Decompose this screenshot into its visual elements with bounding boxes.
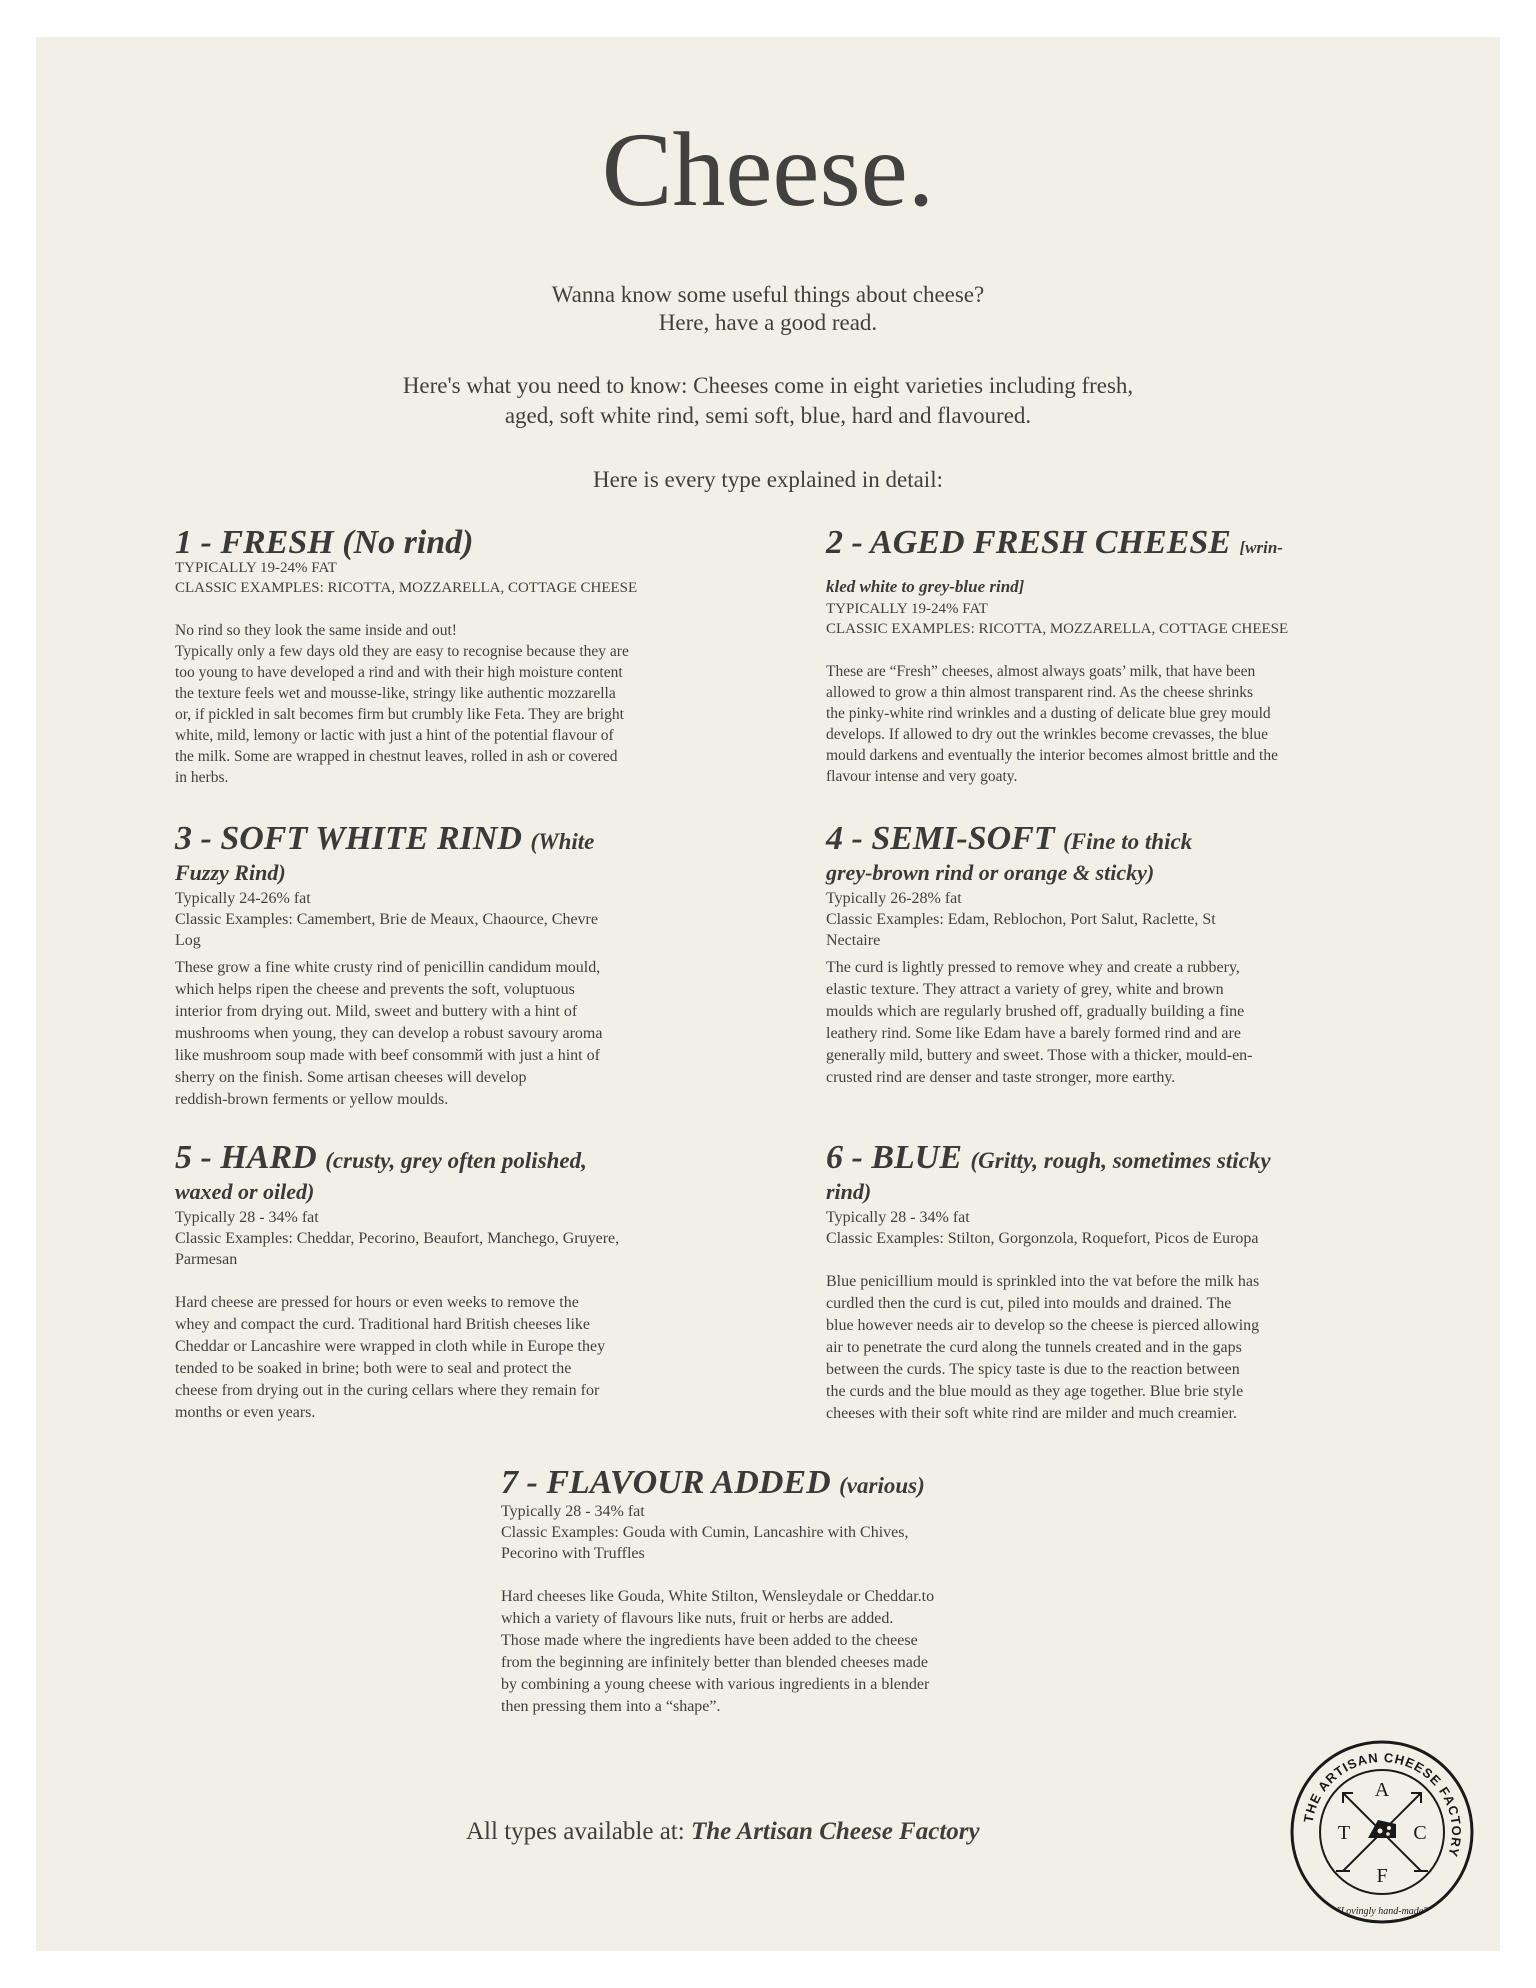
classic-examples: Classic Examples: Gouda with Cumin, Lancashire with Chives, Pecorino with Truffles bbox=[501, 1524, 909, 1562]
classic-examples: Classic Examples: Cheddar, Pecorino, Beaufort, Manchego, Gruyere, Parmesan bbox=[175, 1230, 620, 1268]
classic-examples: Classic Examples: Camembert, Brie de Meaux, Chaource, Chevre Log bbox=[175, 911, 598, 949]
section-body: These grow a fine white crusty rind of penicillin candidum mould, which helps ripen the cheese and prevents the soft, voluptuous interior from drying out. Mild, sweet and buttery with a hint of mushrooms when young, they can develop a robust savoury aroma like mushroom soup made with beef consommй with just a hint of sherry on the finish. Some artisan cheeses will develop reddish-brown ferments or yellow moulds. bbox=[175, 959, 603, 1108]
fat-content: Typically 28 - 34% fat bbox=[501, 1503, 645, 1520]
intro-line: Here is every type explained in detail: bbox=[593, 467, 943, 492]
section-heading: 7 - FLAVOUR ADDED (various) bbox=[501, 1464, 925, 1501]
classic-examples: Classic Examples: Edam, Reblochon, Port Salut, Raclette, St Nectaire bbox=[826, 911, 1216, 949]
fat-content: Typically 26-28% fat bbox=[826, 890, 962, 907]
logo-letter-c: C bbox=[1413, 1822, 1427, 1844]
section-heading: 3 - SOFT WHITE RIND (White bbox=[175, 820, 595, 857]
section-body: Hard cheeses like Gouda, White Stilton, Wensleydale or Cheddar.to which a variety of flavours like nuts, fruit or herbs are added. Those made where the ingredients have been added to the cheese from the beginning are infinitely better than blended cheeses made by combining a young cheese with various ingredients in a blender then pressing them into a “shape”. bbox=[501, 1588, 935, 1715]
logo-tagline: "Lovingly hand-made" bbox=[1336, 1906, 1428, 1917]
section-hard bbox=[175, 1139, 735, 1424]
classic-examples: Classic Examples: Stilton, Gorgonzola, Roquefort, Picos de Europa bbox=[826, 1230, 1259, 1247]
section-heading-cont: rind) bbox=[826, 1179, 872, 1204]
section-heading: 2 - AGED FRESH CHEESE [wrin- bbox=[826, 524, 1283, 561]
section-blue bbox=[826, 1139, 1386, 1425]
section-body: No rind so they look the same inside and out! Typically only a few days old they are easy to recognise because they are too young to have developed a rind and with their high moisture content the texture feels wet and mousse-like, stringy like authentic mozzarella or, if pickled in salt becomes firm but crumbly like Feta. They are bright white, mild, lemony or lactic with just a hint of the potential flavour of the milk. Some are wrapped in chestnut leaves, rolled in ash or covered in herbs. bbox=[175, 622, 629, 786]
footer-availability bbox=[466, 1818, 980, 1846]
intro-line: Wanna know some useful things about cheese? bbox=[551, 282, 985, 307]
footer-brand: The Artisan Cheese Factory bbox=[690, 1818, 980, 1845]
section-body: The curd is lightly pressed to remove whey and create a rubbery, elastic texture. They attract a variety of grey, white and brown moulds which are regularly brushed off, gradually building a fine leathery rind. Some like Edam have a barely formed rind and are generally mild, buttery and sweet. Those with a thicker, mould-en- crusted rind are denser and taste stronger, more earthy. bbox=[826, 959, 1253, 1086]
section-body: Blue penicillium mould is sprinkled into the vat before the milk has curdled then the curd is cut, piled into moulds and drained. The blue however needs air to develop so the cheese is pierced allowing air to penetrate the curd along the tunnels created and in the gaps between the curds. The spicy taste is due to the reaction between the curds and the blue mould as they age together. Blue brie style cheeses with their soft white rind are milder and much creamier. bbox=[826, 1273, 1260, 1422]
section-heading: 6 - BLUE (Gritty, rough, sometimes sticky bbox=[826, 1139, 1271, 1176]
intro-line: aged, soft white rind, semi soft, blue, hard and flavoured. bbox=[504, 403, 1032, 428]
logo-letter-f: F bbox=[1376, 1865, 1388, 1887]
logo-ring-text: THE ARTISAN CHEESE FACTORY bbox=[1300, 1749, 1465, 1860]
intro-line: Here's what you need to know: Cheeses come in eight varieties including fresh, bbox=[402, 373, 1134, 398]
section-heading: 4 - SEMI-SOFT (Fine to thick bbox=[826, 820, 1193, 857]
fat-content: TYPICALLY 19-24% FAT bbox=[826, 601, 988, 617]
section-heading-cont: grey-brown rind or orange & sticky) bbox=[826, 860, 1155, 885]
section-heading-cont: kled white to grey-blue rind] bbox=[826, 577, 1025, 596]
fat-content: Typically 28 - 34% fat bbox=[175, 1209, 319, 1226]
footer-prefix: All types available at: bbox=[466, 1818, 685, 1845]
section-flavour-added bbox=[501, 1464, 1061, 1718]
intro-line: Here, have a good read. bbox=[658, 310, 878, 335]
section-body: Hard cheese are pressed for hours or even weeks to remove the whey and compact the curd. Traditional hard British cheeses like Cheddar or Lancashire were wrapped in cloth while in Europe they tended to be soaked in brine; both were to seal and protect the cheese from drying out in the curing cellars where they remain for months or even years. bbox=[175, 1294, 606, 1421]
classic-examples: CLASSIC EXAMPLES: RICOTTA, MOZZARELLA, COTTAGE CHEESE bbox=[175, 580, 638, 596]
logo-letter-a: A bbox=[1374, 1779, 1390, 1801]
fat-content: TYPICALLY 19-24% FAT bbox=[175, 560, 337, 576]
section-body: These are “Fresh” cheeses, almost always goats’ milk, that have been allowed to grow a thin almost transparent rind. As the cheese shrinks the pinky-white rind wrinkles and a dusting of delicate blue grey mould develops. If allowed to dry out the wrinkles become crevasses, the blue mould darkens and eventually the interior becomes almost brittle and the flavour intense and very goaty. bbox=[826, 663, 1278, 785]
svg-text:THE ARTISAN CHEESE FACTORY bbox=[1301, 1750, 1464, 1859]
section-fresh bbox=[175, 524, 735, 788]
page-title: Cheese. bbox=[601, 111, 935, 228]
section-heading-cont: waxed or oiled) bbox=[175, 1179, 315, 1204]
section-heading: 1 - FRESH (No rind) bbox=[175, 524, 474, 561]
section-semi-soft bbox=[826, 820, 1386, 1089]
section-aged-fresh bbox=[826, 524, 1386, 787]
classic-examples: CLASSIC EXAMPLES: RICOTTA, MOZZARELLA, COTTAGE CHEESE bbox=[826, 621, 1289, 637]
artisan-cheese-factory-logo bbox=[1288, 1738, 1476, 1926]
fat-content: Typically 24-26% fat bbox=[175, 890, 311, 907]
logo-letter-t: T bbox=[1337, 1822, 1351, 1844]
fat-content: Typically 28 - 34% fat bbox=[826, 1209, 970, 1226]
section-heading: 5 - HARD (crusty, grey often polished, bbox=[175, 1139, 587, 1176]
section-heading-cont: Fuzzy Rind) bbox=[175, 860, 286, 885]
section-soft-white-rind bbox=[175, 820, 735, 1111]
